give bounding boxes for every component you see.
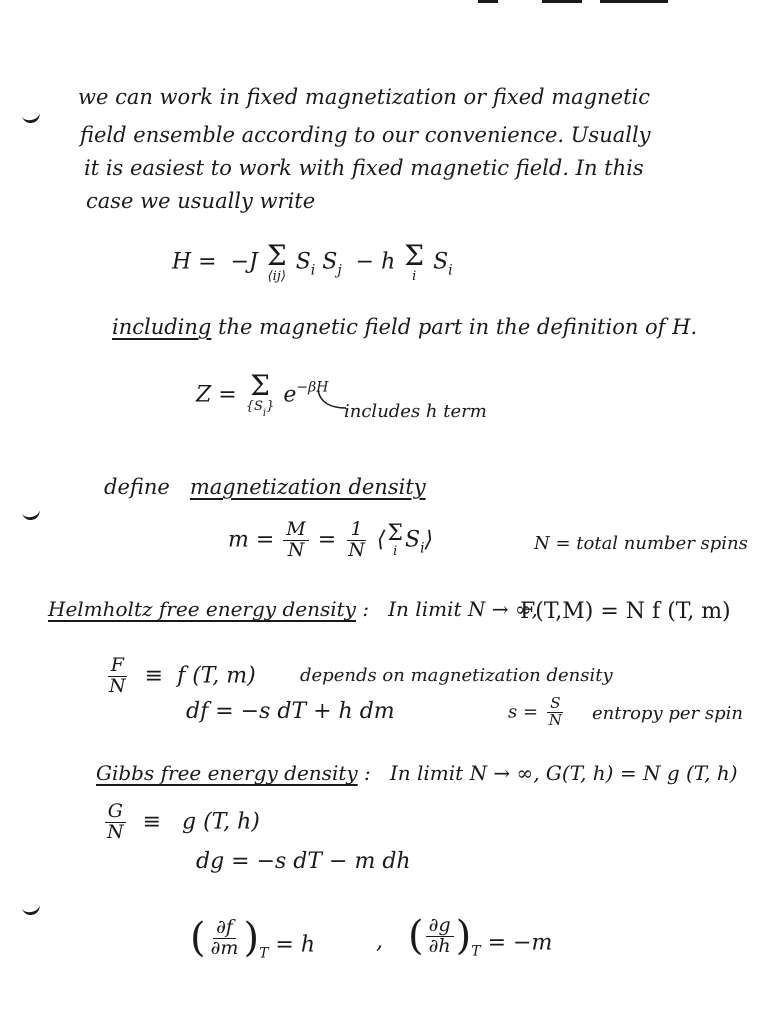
equation-text: s = xyxy=(508,701,539,723)
scan-mark-top-1 xyxy=(478,0,498,3)
sum-limit: ⟨ij⟩ xyxy=(267,269,286,284)
underlined-word: including xyxy=(112,315,212,339)
annotation-text: includes h term xyxy=(344,401,487,422)
sum-symbol: Σ i xyxy=(404,239,425,284)
sum-limit: {S xyxy=(245,399,263,414)
dg-equation xyxy=(196,850,411,874)
annotation-arrow xyxy=(314,388,348,412)
spin-symbol: S xyxy=(322,249,338,275)
separator-comma xyxy=(376,930,383,954)
scan-mark-top-2 xyxy=(542,0,582,3)
minus-sign: − xyxy=(355,249,375,275)
fraction-denominator: N xyxy=(348,538,365,561)
sum-symbol: Σ $\{S_i\}$ xyxy=(245,369,275,419)
fraction xyxy=(208,918,242,959)
underlined-term: magnetization density xyxy=(189,475,426,499)
note-line xyxy=(78,86,650,109)
underlined-term: Gibbs free energy density xyxy=(96,761,358,785)
note-text: we can work in fixed magnetization or fixed magnetic xyxy=(78,85,650,109)
colon: : xyxy=(362,597,370,621)
annotation-note xyxy=(592,704,743,724)
partial-derivative-f: ( $\frac{\partial f}{\partial m}$ ) $_T$ = h xyxy=(190,915,316,962)
equals-sign: = xyxy=(317,527,337,553)
note-line xyxy=(48,598,538,620)
helmholtz-relation xyxy=(520,600,731,624)
sum-limit: i xyxy=(412,269,417,284)
annotation-text: entropy per spin xyxy=(592,703,743,724)
note-text: it is easiest to work with fixed magnetic field. In this xyxy=(84,156,644,180)
margin-check-mark xyxy=(21,106,42,124)
fraction xyxy=(104,802,127,843)
bracket-open: ⟨ xyxy=(376,527,386,553)
fraction xyxy=(546,696,565,729)
partition-function-equation xyxy=(196,369,329,419)
equation-text: df = −s dT + h dm xyxy=(186,699,395,724)
annotation-note xyxy=(534,534,748,554)
f-definition xyxy=(104,656,256,697)
annotation-note xyxy=(344,402,487,422)
fraction-denominator: N xyxy=(548,710,562,729)
fraction-denominator: ∂h xyxy=(428,934,451,957)
scan-mark-top-3 xyxy=(600,0,668,3)
annotation-text: N = total number spins xyxy=(534,533,748,554)
g-definition xyxy=(102,802,260,843)
fraction-denominator: N xyxy=(109,674,126,697)
equation-text: = h xyxy=(275,932,316,958)
equation-text: dg = −s dT − m dh xyxy=(196,849,411,874)
note-text: case we usually write xyxy=(86,189,316,213)
magnetization-equation: m = $\frac{M}{N}$ = $\frac{1}{N}$ ⟨ Σ i $S_i⟩$ xyxy=(228,518,434,561)
field-symbol: h xyxy=(381,249,396,275)
fraction xyxy=(283,520,308,561)
entropy-definition xyxy=(508,696,567,729)
note-line xyxy=(96,762,738,784)
fraction-numerator: G xyxy=(105,802,126,823)
spin-symbol: S xyxy=(404,527,421,553)
spin-symbol: S xyxy=(433,249,449,275)
equiv-sign: ≡ xyxy=(144,663,164,689)
note-text: the magnetic field part in the definition of H. xyxy=(218,315,698,339)
note-line xyxy=(84,157,644,180)
note-line xyxy=(112,316,697,339)
equation-text: = −m xyxy=(487,930,553,956)
exponential-symbol: e xyxy=(283,382,297,408)
partition-lhs: Z = xyxy=(196,382,237,408)
note-text: In limit N → ∞, xyxy=(388,597,538,621)
fraction xyxy=(426,916,454,957)
fraction-numerator: S xyxy=(547,696,563,713)
bracket-close: ⟩ xyxy=(424,527,434,553)
fraction xyxy=(106,656,129,697)
subscript: T xyxy=(471,943,481,960)
sum-symbol: Σ i xyxy=(387,520,403,559)
annotation-note xyxy=(300,666,613,686)
hamiltonian-lhs: H = xyxy=(172,249,217,275)
df-equation xyxy=(186,700,395,724)
note-text: In limit N → ∞, G(T, h) = N g (T, h) xyxy=(389,761,738,785)
partial-derivative-g: ( $\frac{\partial g}{\partial h}$ ) $_T$ = −m xyxy=(408,913,553,960)
note-line xyxy=(86,190,315,213)
note-text: field ensemble according to our convenience. Usually xyxy=(80,123,651,147)
comma: , xyxy=(376,929,383,954)
equation-text: F(T,M) = N f (T, m) xyxy=(520,599,731,624)
margin-check-mark xyxy=(21,898,42,916)
fraction-denominator: N xyxy=(107,820,124,843)
equation-text: f (T, m) xyxy=(177,663,256,689)
colon: : xyxy=(364,761,371,785)
underlined-term: Helmholtz free energy density xyxy=(48,597,356,621)
fraction-numerator: F xyxy=(108,656,127,677)
fraction-numerator: ∂f xyxy=(213,918,236,939)
equiv-sign: ≡ xyxy=(142,809,162,835)
fraction-numerator: M xyxy=(283,520,308,541)
annotation-text: depends on magnetization density xyxy=(300,665,613,686)
fraction-denominator: N xyxy=(287,538,305,561)
note-text: define xyxy=(104,475,170,499)
hamiltonian-equation: H = −J Σ ⟨ij⟩ $S_i$ $S_j - h$ Σ i $S_i$ xyxy=(172,239,453,284)
margin-check-mark xyxy=(21,503,42,521)
sum-symbol: Σ ⟨ij⟩ xyxy=(266,239,287,284)
exponent: −βH xyxy=(296,379,329,396)
note-line xyxy=(104,476,426,499)
fraction-numerator: ∂g xyxy=(426,916,454,937)
note-line xyxy=(80,124,651,147)
fraction-denominator: ∂m xyxy=(210,936,239,959)
coupling-constant: −J xyxy=(230,249,258,275)
subscript: T xyxy=(259,945,269,962)
equation-text: g (T, h) xyxy=(182,809,260,835)
fraction xyxy=(345,520,368,561)
spin-symbol: S xyxy=(295,249,311,275)
fraction-numerator: 1 xyxy=(347,520,365,541)
magnetization-lhs: m = xyxy=(228,527,275,553)
